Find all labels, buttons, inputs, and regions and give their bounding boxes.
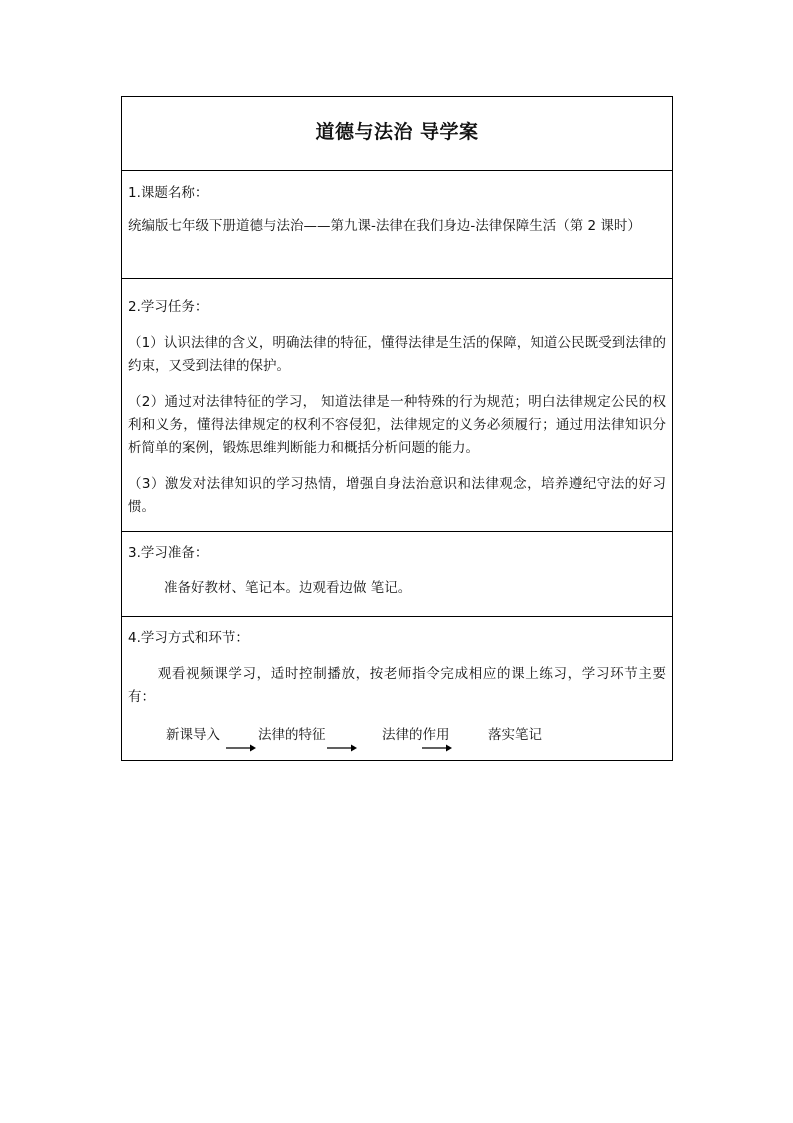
- study-guide-table: [121, 96, 673, 761]
- arrow-right-icon: [327, 742, 357, 754]
- learning-tasks-section: [122, 278, 672, 531]
- learning-method-text: 观看视频课学习，适时控制播放，按老师指令完成相应的课上练习，学习环节主要有：: [128, 666, 666, 705]
- course-name-section: [122, 170, 672, 278]
- flow-step-features: 法律的特征: [258, 727, 326, 743]
- flow-step-intro: 新课导入: [166, 727, 220, 743]
- learning-method-section: [122, 616, 672, 760]
- flow-step-functions: 法律的作用: [382, 727, 450, 743]
- learning-task-item: （3）激发对法律知识的学习热情，增强自身法治意识和法律观念，培养遵纪守法的好习惯。: [128, 476, 666, 515]
- arrow-right-icon: [422, 742, 452, 754]
- learning-tasks-heading: 2.学习任务：: [128, 299, 209, 315]
- flow-step-notes: 落实笔记: [488, 727, 542, 743]
- learning-prep-text: 准备好教材、笔记本。边观看边做 笔记。: [164, 580, 412, 596]
- arrow-right-icon: [226, 742, 256, 754]
- learning-prep-section: [122, 531, 672, 616]
- learning-task-item: （1）认识法律的含义，明确法律的特征，懂得法律是生活的保障，知道公民既受到法律的约束，又受到法律的保护。: [128, 335, 666, 374]
- course-name-heading: 1.课题名称：: [128, 185, 209, 201]
- learning-task-item: （2）通过对法律特征的学习， 知道法律是一种特殊的行为规范；明白法律规定公民的权利和义务，懂得法律规定的权利不容侵犯，法律规定的义务必须履行；通过用法律知识分析简单的案例，锻炼思维判断能力和概括分析问题的能力。: [128, 394, 666, 456]
- document-title: 道德与法治 导学案: [315, 121, 479, 143]
- learning-method-heading: 4.学习方式和环节：: [128, 630, 249, 646]
- course-name-text: 统编版七年级下册道德与法治——第九课-法律在我们身边-法律保障生活（第 2 课时）: [128, 218, 641, 234]
- title-cell: [122, 97, 672, 170]
- learning-flow: [128, 724, 666, 754]
- learning-prep-heading: 3.学习准备：: [128, 545, 209, 561]
